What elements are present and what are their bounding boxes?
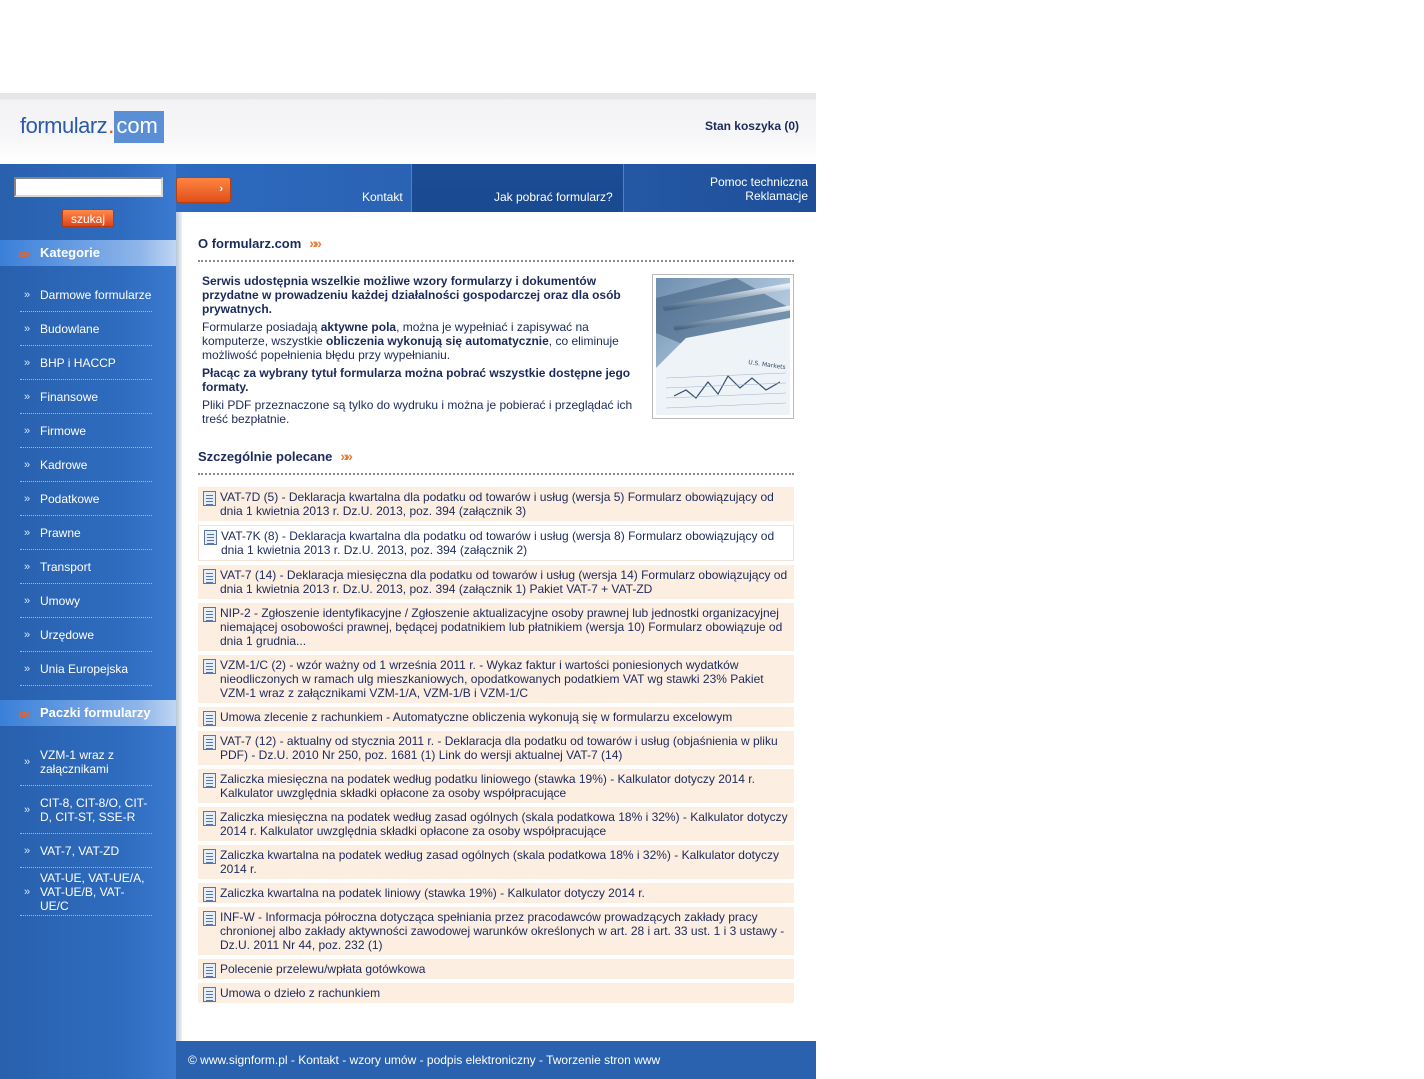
sidebar-link-label: VAT-UE, VAT-UE/A, VAT-UE/B, VAT-UE/C [40, 870, 145, 913]
sidebar-link-label: Umowy [40, 593, 81, 608]
recommended-form-link[interactable] [198, 807, 794, 841]
sidebar-link-label: Podatkowe [40, 491, 100, 506]
document-icon [203, 607, 216, 622]
sidebar-category-link[interactable] [20, 550, 152, 584]
sidebar-category-link[interactable] [20, 414, 152, 448]
sidebar-category-link[interactable] [20, 618, 152, 652]
form-title: Zaliczka miesięczna na podatek według zasad ogólnych (skala podatkowa 18% i 32%) - Kalkulator dotyczy 2014 r. Kalkulator uwzględnia składki opłacone za osoby współpracujące [220, 810, 788, 838]
form-title: Umowa zlecenie z rachunkiem - Automatyczne obliczenia wykonują się w formularzu excelowym [220, 710, 733, 724]
about-photo-pen-chart [652, 274, 794, 419]
packages-title: Paczki formularzy [40, 705, 151, 720]
double-chevron-icon: » [24, 322, 31, 335]
sidebar-link-label: VAT-7, VAT-ZD [40, 843, 120, 858]
about-pdf-note: Pliki PDF przeznaczone są tylko do wydruku i można je pobierać i przeglądać ich treść bezpłatnie. [202, 398, 633, 426]
sidebar-link-label: Kadrowe [40, 457, 88, 472]
search-button[interactable]: szukaj [62, 209, 114, 227]
sidebar-link-label: BHP i HACCP [40, 355, 116, 370]
logo-text-com: com [114, 111, 164, 143]
document-icon [203, 569, 216, 584]
arrow-right-icon: › [219, 183, 223, 195]
double-chevron-icon: » [24, 628, 31, 641]
double-chevron-icon: » [24, 662, 31, 675]
double-chevron-icon: » [24, 755, 31, 768]
sidebar-category-link[interactable] [20, 516, 152, 550]
divider [198, 473, 794, 475]
recommended-form-link[interactable] [198, 959, 794, 979]
footer: © www.signform.pl - Kontakt - wzory umów - podpis elektroniczny - Tworzenie stron www [176, 1041, 816, 1079]
about-formats: Płacąc za wybrany tytuł formularza można pobrać wszystkie dostępne jego formaty. [202, 366, 631, 394]
double-chevron-icon: » [24, 492, 31, 505]
recommended-form-link[interactable] [198, 707, 794, 727]
document-icon [203, 987, 216, 1002]
packages-header [0, 700, 176, 726]
double-chevron-icon: » [24, 526, 31, 539]
form-title: Zaliczka miesięczna na podatek według podatku liniowego (stawka 19%) - Kalkulator dotyczy 2014 r. Kalkulator uwzględnia składki opłacone za osoby współpracujące [220, 772, 755, 800]
double-chevron-icon: » [24, 803, 31, 816]
sidebar-package-link[interactable] [20, 786, 152, 834]
double-chevron-icon: »» [309, 235, 319, 251]
recommended-form-link[interactable] [198, 603, 794, 651]
about-features: Formularze posiadają aktywne pola, można je wypełniać i zapisywać na komputerze, wszystkie obliczenia wykonują się automatycznie, co eliminuje możliwość popełnienia błędu przy wypełnianiu. [202, 320, 619, 362]
document-icon [203, 963, 216, 978]
sidebar-link-label: Finansowe [40, 389, 99, 404]
recommended-form-link[interactable] [198, 487, 794, 521]
form-title: VAT-7K (8) - Deklaracja kwartalna dla podatku od towarów i usług (wersja 8) Formularz obowiązujący od dnia 1 kwietnia 2013 r. Dz.U. 2013, poz. 394 (załącznik 2) [221, 529, 775, 557]
recommended-form-link[interactable] [198, 845, 794, 879]
document-icon [203, 711, 216, 726]
categories-title: Kategorie [40, 245, 100, 260]
form-title: VAT-7 (12) - aktualny od stycznia 2011 r. - Deklaracja dla podatku od towarów i usług (objaśnienia w pliku PDF) - Dz.U. 2010 Nr 250, poz. 1681 (1) Link do wersji aktualnej VAT-7 (14) [220, 734, 778, 762]
sidebar-package-link[interactable] [20, 834, 152, 868]
sidebar-category-link[interactable] [20, 448, 152, 482]
double-chevron-icon: » [24, 356, 31, 369]
recommended-form-link[interactable] [198, 883, 794, 903]
form-title: NIP-2 - Zgłoszenie identyfikacyjne / Zgłoszenie aktualizacyjne osoby prawnej lub jednostki organizacyjnej niemającej osobowości prawnej, będącej podatnikiem lub płatnikiem (wersja 10) Formularz obowiązuje od dnia 1 grudnia... [220, 606, 783, 648]
double-chevron-icon: » [24, 844, 31, 857]
double-chevron-icon: » [24, 288, 31, 301]
document-icon [203, 659, 216, 674]
sidebar-link-label: Budowlane [40, 321, 100, 336]
sidebar-category-link[interactable] [20, 380, 152, 414]
recommended-form-link[interactable] [198, 731, 794, 765]
form-title: Polecenie przelewu/wpłata gotówkowa [220, 962, 426, 976]
sidebar-link-label: Firmowe [40, 423, 87, 438]
double-chevron-icon: » [24, 885, 31, 898]
sidebar-link-label: Transport [40, 559, 91, 574]
sidebar-link-label: Unia Europejska [40, 661, 129, 676]
categories-list [20, 278, 152, 686]
sidebar-category-link[interactable] [20, 278, 152, 312]
site-logo[interactable] [20, 111, 164, 143]
cart-status-link[interactable]: Stan koszyka (0) [704, 119, 799, 133]
sidebar-category-link[interactable] [20, 312, 152, 346]
about-title-text: O formularz.com [198, 236, 302, 251]
recommended-form-link[interactable] [198, 655, 794, 703]
form-title: VAT-7 (14) - Deklaracja miesięczna dla podatku od towarów i usług (wersja 14) Formularz obowiązujący od dnia 1 kwietnia 2013 r. Dz.U. 2013, poz. 394 (załącznik 1) Pakiet VAT-7 + VAT-ZD [220, 568, 788, 596]
sidebar-category-link[interactable] [20, 482, 152, 516]
double-chevron-icon: »» [340, 448, 350, 464]
sidebar-package-link[interactable] [20, 868, 152, 916]
sidebar-package-link[interactable] [20, 738, 152, 786]
nav-link-kontakt[interactable]: Kontakt [362, 190, 403, 204]
document-icon [203, 887, 216, 902]
document-icon [204, 530, 217, 545]
top-navigation [176, 164, 816, 212]
photo-caption: U.S. Markets [747, 359, 787, 372]
double-chevron-icon: » [24, 390, 31, 403]
packages-list [20, 738, 152, 916]
double-chevron-icon: » [24, 458, 31, 471]
recommended-form-link[interactable] [198, 525, 794, 561]
form-title: INF-W - Informacja półroczna dotycząca spełniania przez pracodawców prowadzących zakłady pracy chronionej albo zakłady aktywności zawodowej warunków określonych w art. 28 i art. 33 ust. 1 i 3 ustawy - Dz.U. 2011 Nr 44, poz. 232 (1) [220, 910, 785, 952]
about-intro: Serwis udostępnia wszelkie możliwe wzory formularzy i dokumentów przydatne w prowadzeniu każdej działalności gospodarczej oraz dla osób prywatnych. [202, 274, 621, 316]
nav-link-help[interactable]: Pomoc techniczna [709, 175, 808, 189]
recommended-form-link[interactable] [198, 983, 794, 1003]
go-button[interactable] [176, 177, 231, 203]
recommended-form-link[interactable] [198, 907, 794, 955]
nav-link-howto[interactable]: Jak pobrać formularz? [494, 190, 613, 204]
double-chevron-icon: » [24, 594, 31, 607]
about-text [202, 274, 638, 430]
sidebar-category-link[interactable] [20, 652, 152, 686]
categories-header [0, 240, 176, 266]
recommended-form-link[interactable] [198, 769, 794, 803]
recommended-form-link[interactable] [198, 565, 794, 599]
sidebar-link-label: CIT-8, CIT-8/O, CIT-D, CIT-ST, SSE-R [40, 795, 148, 824]
document-icon [203, 811, 216, 826]
recommended-section-title [198, 448, 350, 464]
recommended-title-text: Szczególnie polecane [198, 449, 333, 464]
recommended-list [198, 487, 794, 1007]
form-title: VAT-7D (5) - Deklaracja kwartalna dla podatku od towarów i usług (wersja 5) Formularz obowiązujący od dnia 1 kwietnia 2013 r. Dz.U. 2013, poz. 394 (załącznik 3) [220, 490, 774, 518]
double-chevron-icon: »» [18, 245, 28, 261]
sidebar-link-label: VZM-1 wraz z załącznikami [40, 747, 115, 776]
double-chevron-icon: »» [18, 705, 28, 721]
nav-link-complaints[interactable]: Reklamacje [745, 189, 808, 203]
sidebar-link-label: Urzędowe [40, 627, 95, 642]
logo-text-main: formularz [20, 113, 108, 138]
document-icon [203, 911, 216, 926]
divider [198, 260, 794, 262]
sidebar-category-link[interactable] [20, 584, 152, 618]
form-title: Zaliczka kwartalna na podatek według zasad ogólnych (skala podatkowa 18% i 32%) - Kalkulator dotyczy 2014 r. [220, 848, 779, 876]
form-title: Umowa o dzieło z rachunkiem [220, 986, 381, 1000]
search-input[interactable] [14, 177, 163, 197]
sidebar [0, 164, 176, 1079]
sidebar-link-label: Prawne [40, 525, 81, 540]
about-section-title [198, 235, 319, 251]
double-chevron-icon: » [24, 424, 31, 437]
document-icon [203, 849, 216, 864]
header [0, 93, 816, 164]
logo-dot: . [108, 113, 115, 138]
document-icon [203, 491, 216, 506]
double-chevron-icon: » [24, 560, 31, 573]
document-icon [203, 773, 216, 788]
form-title: VZM-1/C (2) - wzór ważny od 1 września 2011 r. - Wykaz faktur i wartości poniesionych wydatków nieodliczonych w ramach ulg mieszkaniowych, opodatkowanych podatkiem VAT wg stawki 23% Pakiet VZM-1 wraz z załącznikami VZM-1/A, VZM-1/B i VZM-1/C [220, 658, 764, 700]
form-title: Zaliczka kwartalna na podatek liniowy (stawka 19%) - Kalkulator dotyczy 2014 r. [220, 886, 645, 900]
document-icon [203, 735, 216, 750]
nav-help-links [710, 175, 808, 203]
nav-tab-background [411, 164, 624, 212]
sidebar-link-label: Darmowe formularze [40, 287, 152, 302]
sidebar-category-link[interactable] [20, 346, 152, 380]
